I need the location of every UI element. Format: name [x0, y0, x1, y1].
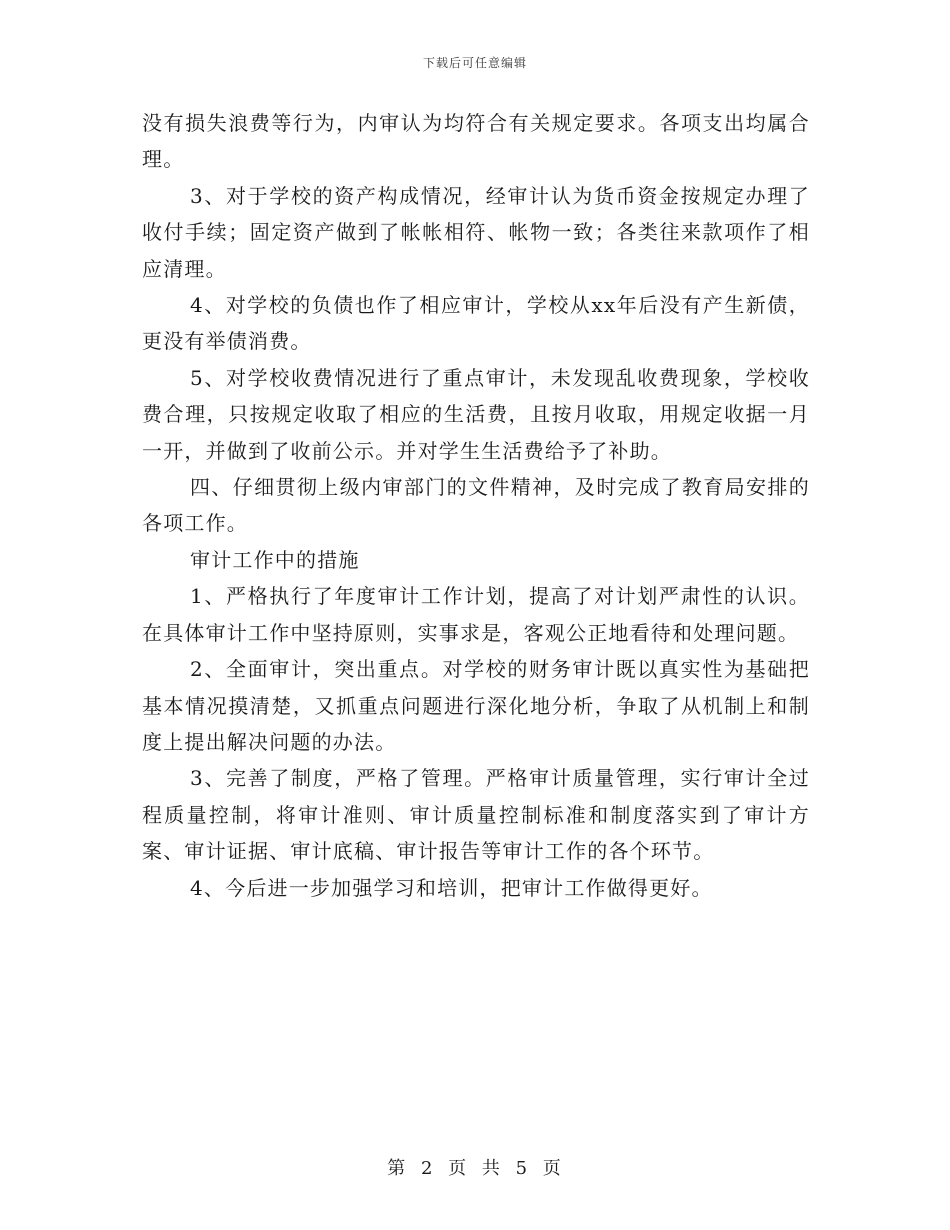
page-header-note: 下载后可任意编辑: [422, 56, 527, 70]
paragraph: 5、对学校收费情况进行了重点审计，未发现乱收费现象，学校收费合理，只按规定收取了相应的生活费，且按月收取，用规定收据一月一开，并做到了收前公示。并对学生生活费给予了补助。: [142, 365, 810, 463]
paragraph: 4、对学校的负债也作了相应审计，学校从xx年后没有产生新债，更没有举债消费。: [142, 293, 810, 354]
paragraph: 3、完善了制度，严格了管理。严格审计质量管理，实行审计全过程质量控制，将审计准则、审计质量控制标准和制度落实到了审计方案、审计证据、审计底稿、审计报告等审计工作的各个环节。: [142, 766, 810, 864]
paragraph: 1、严格执行了年度审计工作计划，提高了对计划严肃性的认识。在具体审计工作中坚持原则，实事求是，客观公正地看待和处理问题。: [142, 584, 810, 645]
page-number: 第 2 页 共 5 页: [387, 1158, 563, 1179]
paragraph: 3、对于学校的资产构成情况，经审计认为货币资金按规定办理了收付手续；固定资产做到了帐帐相符、帐物一致；各类往来款项作了相应清理。: [142, 183, 810, 281]
paragraph: 4、今后进一步加强学习和培训，把审计工作做得更好。: [190, 875, 713, 900]
document-body: [142, 105, 810, 906]
paragraph: 2、全面审计，突出重点。对学校的财务审计既以真实性为基础把基本情况摸清楚，又抓重点问题进行深化地分析，争取了从机制上和制度上提出解决问题的办法。: [142, 657, 810, 754]
paragraph: 没有损失浪费等行为，内审认为均符合有关规定要求。各项支出均属合理。: [142, 111, 810, 172]
paragraph: 四、仔细贯彻上级内审部门的文件精神，及时完成了教育局安排的各项工作。: [142, 475, 810, 536]
section-heading: 审计工作中的措施: [190, 547, 360, 572]
